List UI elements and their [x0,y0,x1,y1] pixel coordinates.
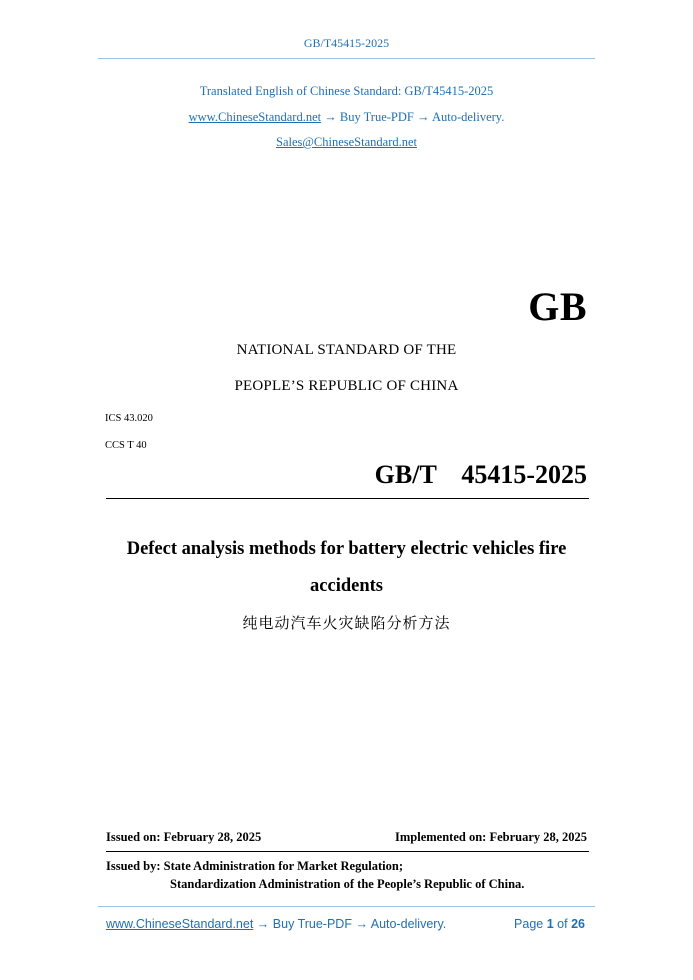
arrow-right-icon: → [417,110,430,124]
buy-pdf-text: Buy True-PDF [339,110,414,124]
issuer-sac: Standardization Administration of the People’s Republic of China. [170,877,525,891]
issuer-samr: State Administration for Market Regulation; [163,859,404,873]
issued-on: Issued on: February 28, 2025 [106,830,262,844]
header-divider [98,58,595,59]
translation-notice: Translated English of Chinese Standard: GB/T45415-2025 [199,84,494,98]
footer-delivery-text: Auto-delivery. [370,917,447,931]
national-standard-line2: PEOPLE’S REPUBLIC OF CHINA [234,378,459,394]
ics-code: ICS 43.020 [105,413,153,424]
sales-email-link[interactable]: Sales@ChineseStandard.net [276,135,417,149]
issuer-divider [106,851,589,852]
auto-delivery-text: Auto-delivery. [431,110,505,124]
arrow-right-icon: → [324,110,337,124]
issued-by-block [106,859,403,874]
gb-logo: GB [528,284,587,329]
footer-site-link[interactable]: www.ChineseStandard.net [106,917,254,931]
issued-by-label: Issued by: [106,859,161,873]
title-line2: accidents [310,576,383,596]
title-divider [106,498,589,499]
running-header: GB/T45415-2025 [303,36,390,50]
implemented-on: Implemented on: February 28, 2025 [395,830,587,844]
page-current: 1 [546,917,554,931]
page-total: 26 [571,917,585,931]
standard-number: GB/T 45415-2025 [374,460,587,489]
page-label: Page [514,917,544,931]
national-standard-line1: NATIONAL STANDARD OF THE [236,342,457,358]
footer-promo [106,917,446,931]
site-link[interactable]: www.ChineseStandard.net [188,110,322,124]
title-chinese: 纯电动汽车火灾缺陷分析方法 [242,614,451,632]
title-line1: Defect analysis methods for battery electric vehicles fire [126,539,567,559]
arrow-right-icon: → [355,917,368,931]
email-line [0,135,693,150]
page-of: of [557,917,568,931]
footer-buy-text: Buy True-PDF [272,917,352,931]
page-indicator [514,917,585,931]
arrow-right-icon: → [256,917,270,931]
promo-line [0,110,693,125]
footer-divider [98,906,595,907]
ccs-code: CCS T 40 [105,440,147,451]
